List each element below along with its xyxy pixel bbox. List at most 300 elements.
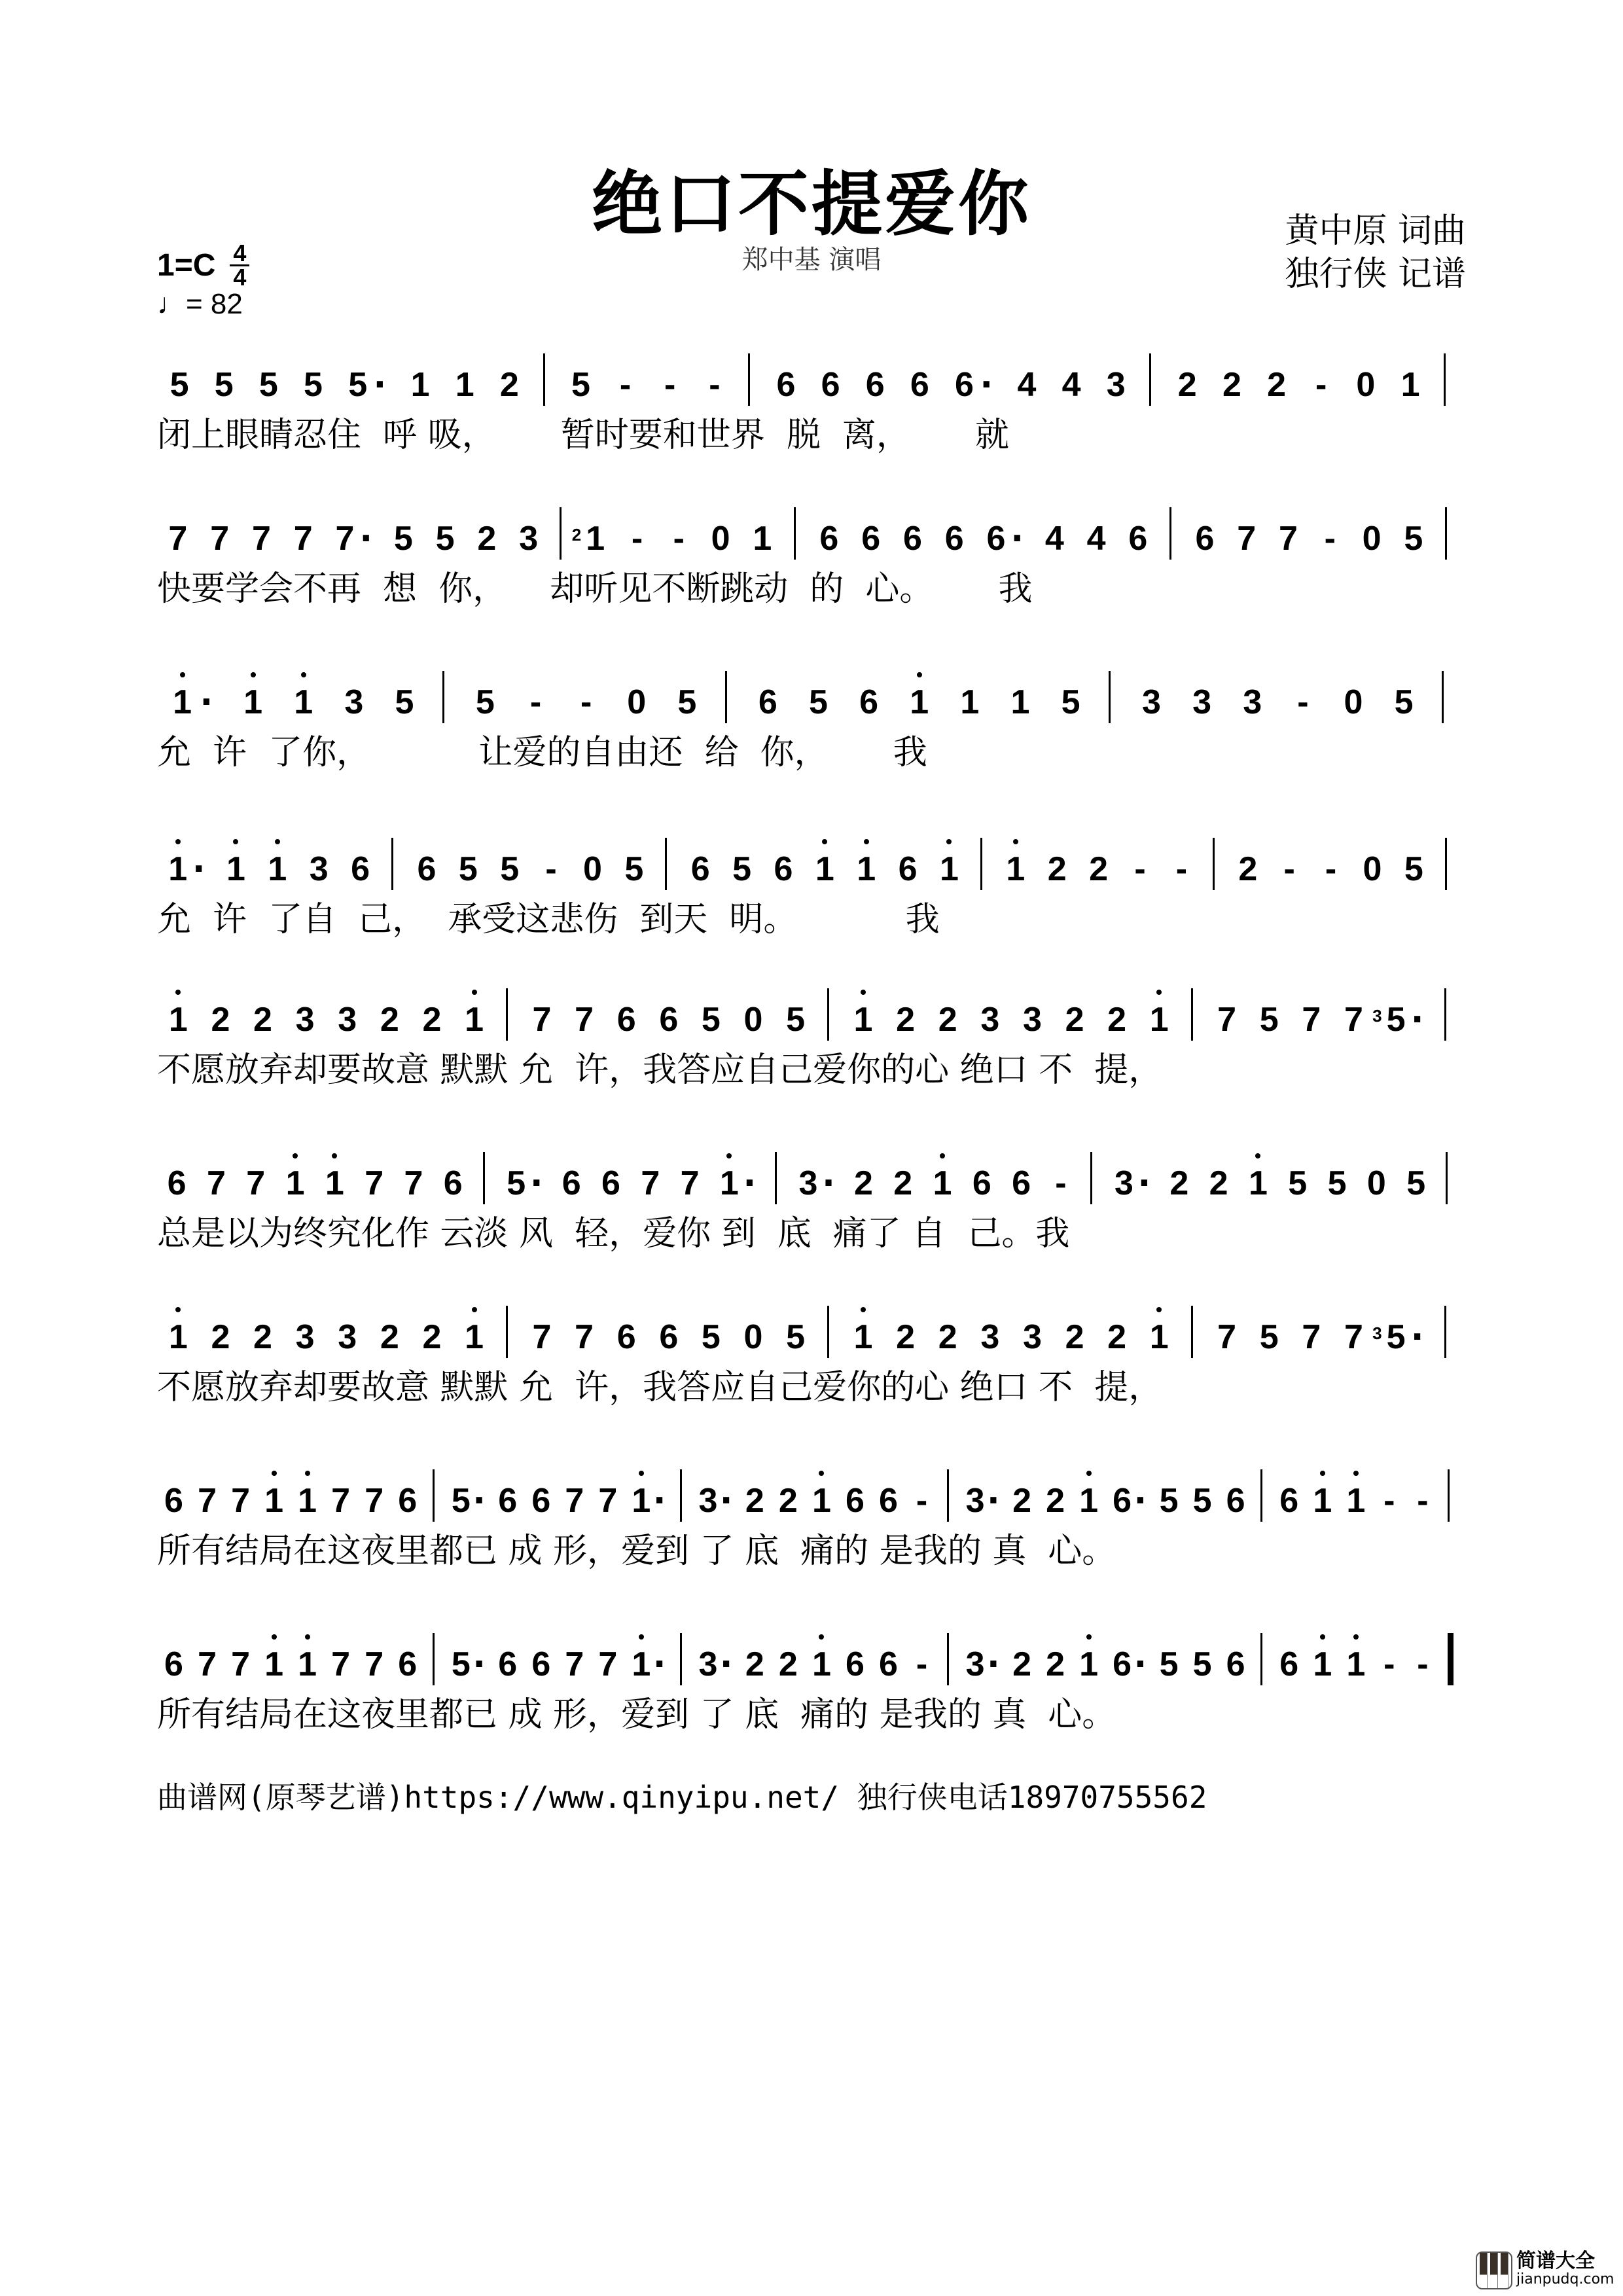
octave-dot	[272, 1471, 277, 1476]
note: 7	[532, 1001, 552, 1039]
note: 1	[455, 366, 474, 404]
note: 7	[404, 1164, 423, 1202]
octave-dot	[1013, 839, 1018, 844]
lyricist-composer: 黄中原 词曲	[1285, 211, 1466, 251]
augmentation-dot: ·	[1410, 1000, 1424, 1039]
watermark-domain: jianpudq.com	[1516, 2271, 1614, 2287]
note: 0	[1363, 850, 1382, 888]
bar-line	[1446, 1152, 1448, 1204]
augmentation-dot: ·	[719, 1645, 733, 1684]
note: 5	[1159, 1482, 1179, 1520]
note: 1	[1311, 1481, 1334, 1520]
note: 7	[565, 1645, 584, 1683]
note: 6	[758, 683, 777, 721]
augmentation-dot: ·	[1010, 519, 1024, 558]
octave-dot	[275, 839, 280, 844]
augmentation-dot: ·	[1133, 1645, 1147, 1684]
bar-line	[775, 1152, 777, 1204]
note: 6	[774, 850, 793, 888]
note: 5	[1259, 1318, 1279, 1356]
note: 1	[960, 683, 980, 721]
augmentation-dot: ·	[1410, 1318, 1424, 1357]
note: 7	[565, 1482, 584, 1520]
sustain-dash: -	[1325, 850, 1337, 888]
note: 4	[1061, 366, 1081, 404]
note: 6	[659, 1318, 679, 1356]
octave-dot	[1086, 1471, 1092, 1476]
note: 7	[598, 1645, 618, 1683]
bar-line	[1149, 353, 1151, 406]
note: 2	[380, 1001, 399, 1039]
note: 3	[1106, 366, 1126, 404]
note: 7	[231, 1482, 251, 1520]
note: 5	[214, 366, 234, 404]
note: 7	[598, 1482, 618, 1520]
augmentation-dot: ·	[192, 850, 205, 889]
note: 2	[778, 1645, 798, 1683]
note: 6	[498, 1645, 518, 1683]
note: 5 3	[1384, 1318, 1408, 1357]
octave-dot	[305, 1634, 310, 1640]
note: 7	[1344, 1318, 1363, 1356]
lyric-line: 总是以为终究化作 云淡 风 轻，爱你 到 底 痛了 自 己。我	[157, 1214, 1070, 1253]
note: 0	[582, 850, 602, 888]
note: 2	[893, 1164, 913, 1202]
bar-line	[1260, 1469, 1262, 1522]
grace-note: 3	[1372, 1006, 1382, 1026]
bar-line	[1444, 1306, 1446, 1358]
sustain-dash: -	[1383, 1645, 1395, 1683]
octave-dot	[293, 1153, 298, 1158]
note: 6	[944, 520, 964, 558]
note: 6	[1226, 1482, 1245, 1520]
octave-dot	[639, 1471, 644, 1476]
note: 5	[1406, 1164, 1426, 1202]
note: 5	[1192, 1482, 1212, 1520]
bar-line	[442, 671, 444, 723]
bar-line	[1191, 988, 1193, 1041]
note: 7	[575, 1001, 594, 1039]
bar-line	[665, 838, 667, 890]
note: 3	[980, 1001, 1000, 1039]
key-signature	[157, 242, 249, 289]
note: 5	[1288, 1164, 1308, 1202]
bar-line	[560, 507, 562, 560]
bar-line	[391, 838, 393, 890]
augmentation-dot: ·	[652, 1645, 666, 1684]
note: 6	[845, 1645, 865, 1683]
augmentation-dot: ·	[1137, 1164, 1151, 1203]
note: 7	[365, 1645, 384, 1683]
sustain-dash: -	[1297, 683, 1309, 721]
note: 2	[253, 1318, 272, 1356]
bar-line	[1169, 507, 1171, 560]
octave-dot	[175, 839, 181, 844]
sustain-dash: -	[619, 366, 632, 404]
note: 6	[164, 1645, 183, 1683]
note: 6	[821, 366, 840, 404]
note: 1	[262, 1645, 286, 1684]
transcriber: 独行侠 记谱	[1285, 255, 1466, 294]
augmentation-dot: ·	[359, 519, 373, 558]
octave-dot	[1255, 1153, 1260, 1158]
time-signature	[230, 242, 249, 289]
note: 1	[323, 1164, 346, 1203]
note: 3	[980, 1318, 1000, 1356]
note: 7	[331, 1645, 351, 1683]
octave-dot	[1320, 1471, 1325, 1476]
note: 5	[1404, 520, 1423, 558]
note: 6	[616, 1001, 636, 1039]
note: 6	[1226, 1645, 1245, 1683]
note: 5	[1259, 1001, 1279, 1039]
lyric-line: 不愿放弃却要故意 默默 允 许，我答应自己爱你的心 绝口 不 提，	[157, 1050, 1163, 1090]
note: 2	[1065, 1318, 1084, 1356]
note: 7	[1279, 520, 1298, 558]
bar-line	[1191, 1306, 1193, 1358]
note: 0	[743, 1318, 763, 1356]
note: 1	[410, 366, 430, 404]
note: 3	[519, 520, 539, 558]
augmentation-dot: ·	[473, 1645, 486, 1684]
bar-line	[1442, 671, 1444, 723]
note: 5	[259, 366, 278, 404]
sustain-dash: -	[1324, 520, 1336, 558]
singer-credit: 郑中基 演唱	[741, 245, 882, 275]
note: 5	[571, 366, 590, 404]
note: 4	[1044, 520, 1064, 558]
note: 0	[1344, 683, 1363, 721]
note: 6	[1279, 1645, 1299, 1683]
augmentation-dot: ·	[529, 1164, 543, 1203]
octave-dot	[180, 672, 185, 677]
note: 1	[1077, 1481, 1101, 1520]
note: 2	[499, 366, 519, 404]
note: 1	[1004, 850, 1027, 889]
note: 1	[262, 1481, 286, 1520]
note: 6	[351, 850, 370, 888]
note: 1	[1246, 1164, 1270, 1203]
note: 7	[532, 1318, 552, 1356]
octave-dot	[822, 839, 827, 844]
note: 6	[910, 366, 929, 404]
note: 6	[1113, 1482, 1132, 1520]
bar-line	[980, 838, 982, 890]
note: 6	[531, 1645, 551, 1683]
final-bar-line	[1448, 1633, 1454, 1685]
note: 1	[241, 683, 265, 722]
note: 1	[296, 1481, 319, 1520]
augmentation-dot: ·	[1133, 1481, 1147, 1520]
note: 1	[166, 1318, 190, 1357]
note: 1	[463, 1000, 486, 1039]
sustain-dash: -	[1055, 1164, 1067, 1202]
note: 7	[1344, 1001, 1363, 1039]
bar-line	[1445, 838, 1447, 890]
note: 2	[1047, 850, 1067, 888]
key-label: 1=C	[157, 248, 216, 283]
note: 1	[283, 1164, 307, 1203]
note: 3	[1192, 683, 1212, 721]
note: 1	[1344, 1645, 1368, 1684]
note: 2	[1222, 366, 1241, 404]
note: 7	[1237, 520, 1257, 558]
note: 1	[931, 1164, 954, 1203]
note: 2	[1238, 850, 1258, 888]
note: 7	[251, 520, 271, 558]
note: 2	[938, 1001, 957, 1039]
note: 5	[169, 366, 189, 404]
octave-dot	[1353, 1634, 1359, 1640]
lyric-line: 允 许 了你， 让爱的自由还 给 你， 我	[157, 733, 927, 772]
sustain-dash: -	[1134, 850, 1146, 888]
note: 5	[701, 1001, 721, 1039]
sustain-dash: -	[545, 850, 557, 888]
octave-dot	[861, 1307, 866, 1312]
octave-dot	[332, 1153, 337, 1158]
note: 6	[859, 683, 878, 721]
note: 1	[463, 1318, 486, 1357]
bar-line	[1448, 1469, 1450, 1522]
sustain-dash: -	[709, 366, 721, 404]
note: 7	[210, 520, 230, 558]
note: 6	[865, 366, 885, 404]
note: 1	[855, 850, 878, 889]
octave-dot	[940, 1153, 945, 1158]
note: 5	[732, 850, 752, 888]
augmentation-dot: ·	[822, 1164, 835, 1203]
note: 2	[211, 1001, 230, 1039]
note: 5	[500, 850, 520, 888]
note: 6	[167, 1164, 187, 1202]
note: 3	[1243, 683, 1262, 721]
grace-note: 2	[571, 525, 582, 545]
bar-line	[947, 1469, 949, 1522]
octave-dot	[861, 990, 866, 995]
sustain-dash: -	[631, 520, 643, 558]
note: 2	[253, 1001, 272, 1039]
note: 3	[295, 1318, 315, 1356]
note: 0	[743, 1001, 763, 1039]
note: 7	[168, 520, 188, 558]
note: 6	[861, 520, 881, 558]
note: 0	[711, 520, 730, 558]
note: 3	[1114, 1164, 1133, 1202]
bar-line	[1445, 507, 1447, 560]
watermark-logo	[1476, 2251, 1614, 2289]
note: 1	[171, 683, 194, 722]
note: 3	[965, 1482, 985, 1520]
sustain-dash: -	[1417, 1482, 1429, 1520]
note: 5	[451, 1645, 471, 1683]
note: 4	[1017, 366, 1037, 404]
bar-line	[1213, 838, 1215, 890]
note: 5	[348, 366, 368, 404]
note: 3	[1022, 1001, 1042, 1039]
note: 6	[398, 1482, 418, 1520]
note: 4	[1086, 520, 1106, 558]
note: 5	[507, 1164, 526, 1202]
note: 6	[1195, 520, 1215, 558]
note: 2	[211, 1318, 230, 1356]
bar-line	[827, 988, 829, 1041]
page-title: 绝口不提爱你	[591, 163, 1031, 245]
note: 1	[166, 1000, 190, 1039]
sustain-dash: -	[1315, 366, 1327, 404]
sustain-dash: -	[1383, 1482, 1395, 1520]
note: 1	[810, 1645, 833, 1684]
note: 2	[1169, 1164, 1189, 1202]
note: 2	[477, 520, 497, 558]
note: 1	[1311, 1645, 1334, 1684]
note: 1	[630, 1645, 653, 1684]
augmentation-dot: ·	[986, 1645, 1000, 1684]
lyric-line: 所有结局在这夜里都已 成 形，爱到 了 底 痛的 是我的 真 心。	[157, 1532, 1116, 1571]
augmentation-dot: ·	[719, 1481, 733, 1520]
note: 1	[1010, 683, 1030, 721]
note: 5	[1327, 1164, 1347, 1202]
note: 5	[1192, 1645, 1212, 1683]
note: 2	[1012, 1482, 1032, 1520]
octave-dot	[233, 839, 238, 844]
note: 6	[776, 366, 796, 404]
note: 2	[1089, 850, 1109, 888]
note: 7	[231, 1645, 251, 1683]
note: 2	[1177, 366, 1197, 404]
augmentation-dot: ·	[986, 1481, 1000, 1520]
note: 6	[955, 366, 974, 404]
note: 2	[1267, 366, 1287, 404]
note: 6	[690, 850, 710, 888]
note: 6	[1113, 1645, 1132, 1683]
tempo-marking: ♩= 82	[157, 288, 243, 320]
time-numerator: 4	[233, 240, 247, 266]
bar-line	[433, 1469, 435, 1522]
note: 5	[677, 683, 697, 721]
note: 5	[393, 520, 413, 558]
sustain-dash: -	[673, 520, 685, 558]
octave-dot	[175, 1307, 181, 1312]
note: 3	[1142, 683, 1161, 721]
note: 3	[698, 1482, 718, 1520]
note: 6	[417, 850, 437, 888]
bar-line	[680, 1633, 682, 1685]
note: 3	[1022, 1318, 1042, 1356]
note: 1	[1344, 1481, 1368, 1520]
octave-dot	[726, 1153, 732, 1158]
source-footer: 曲谱网(原琴艺谱)https://www.qinyipu.net/ 独行侠电话18970755562	[157, 1780, 1207, 1815]
bar-line	[827, 1306, 829, 1358]
octave-dot	[472, 1307, 477, 1312]
note: 1	[266, 850, 289, 889]
note: 1	[224, 850, 247, 889]
note: 2	[1046, 1645, 1065, 1683]
note: 2	[745, 1482, 764, 1520]
note: 1	[851, 1318, 875, 1357]
note: 6	[531, 1482, 551, 1520]
note: 2	[745, 1645, 764, 1683]
note: 5	[395, 683, 414, 721]
note: 3	[798, 1164, 818, 1202]
note: 7	[198, 1645, 217, 1683]
augmentation-dot: ·	[473, 1481, 486, 1520]
credits	[1285, 209, 1466, 296]
note: 2	[422, 1001, 442, 1039]
octave-dot	[175, 990, 181, 995]
note: 7	[641, 1164, 660, 1202]
sustain-dash: -	[580, 683, 592, 721]
note: 5	[475, 683, 495, 721]
octave-dot	[1086, 1634, 1092, 1640]
lyric-line: 允 许 了自 己， 承受这悲伤 到天 明。 我	[157, 900, 940, 939]
note: 5	[786, 1318, 806, 1356]
note: 2	[1046, 1482, 1065, 1520]
octave-dot	[1353, 1471, 1359, 1476]
note: 2	[1107, 1001, 1127, 1039]
note: 0	[1366, 1164, 1386, 1202]
lyric-line: 所有结局在这夜里都已 成 形，爱到 了 底 痛的 是我的 真 心。	[157, 1695, 1116, 1734]
note: 6	[898, 850, 918, 888]
note: 6	[164, 1482, 183, 1520]
note: 2	[380, 1318, 399, 1356]
octave-dot	[639, 1634, 644, 1640]
octave-dot	[946, 839, 952, 844]
note: 7	[365, 1482, 384, 1520]
sustain-dash: -	[916, 1482, 928, 1520]
watermark-name: 简谱大全	[1516, 2250, 1595, 2272]
note: 2	[1209, 1164, 1228, 1202]
octave-dot	[251, 672, 256, 677]
note: 7	[1217, 1318, 1237, 1356]
note: 6	[562, 1164, 581, 1202]
bar-line	[1260, 1633, 1262, 1685]
bar-line	[794, 507, 796, 560]
octave-dot	[1156, 990, 1162, 995]
note: 7	[198, 1482, 217, 1520]
note: 1	[851, 1000, 875, 1039]
octave-dot	[305, 1471, 310, 1476]
note: 2	[938, 1318, 957, 1356]
note: 3	[338, 1001, 357, 1039]
note: 1 2	[584, 519, 607, 558]
note: 6	[878, 1645, 898, 1683]
note: 2	[422, 1318, 442, 1356]
lyric-line: 不愿放弃却要故意 默默 允 许，我答应自己爱你的心 绝口 不 提，	[157, 1368, 1163, 1407]
note: 2	[853, 1164, 873, 1202]
note: 7	[335, 520, 355, 558]
augmentation-dot: ·	[743, 1164, 757, 1203]
note: 6	[1279, 1482, 1299, 1520]
octave-dot	[272, 1634, 277, 1640]
note: 6	[1128, 520, 1148, 558]
octave-dot	[1156, 1307, 1162, 1312]
augmentation-dot: ·	[980, 365, 993, 404]
note: 6	[845, 1482, 865, 1520]
note: 0	[1356, 366, 1376, 404]
note: 5	[786, 1001, 806, 1039]
note: 0	[627, 683, 647, 721]
note: 1	[937, 850, 961, 889]
sustain-dash: -	[664, 366, 676, 404]
time-denominator: 4	[233, 264, 247, 291]
bar-line	[725, 671, 727, 723]
note: 1	[1147, 1318, 1171, 1357]
note: 5	[1061, 683, 1080, 721]
note: 5	[701, 1318, 721, 1356]
note: 2	[1012, 1645, 1032, 1683]
note: 3	[698, 1645, 718, 1683]
note: 6	[398, 1645, 418, 1683]
